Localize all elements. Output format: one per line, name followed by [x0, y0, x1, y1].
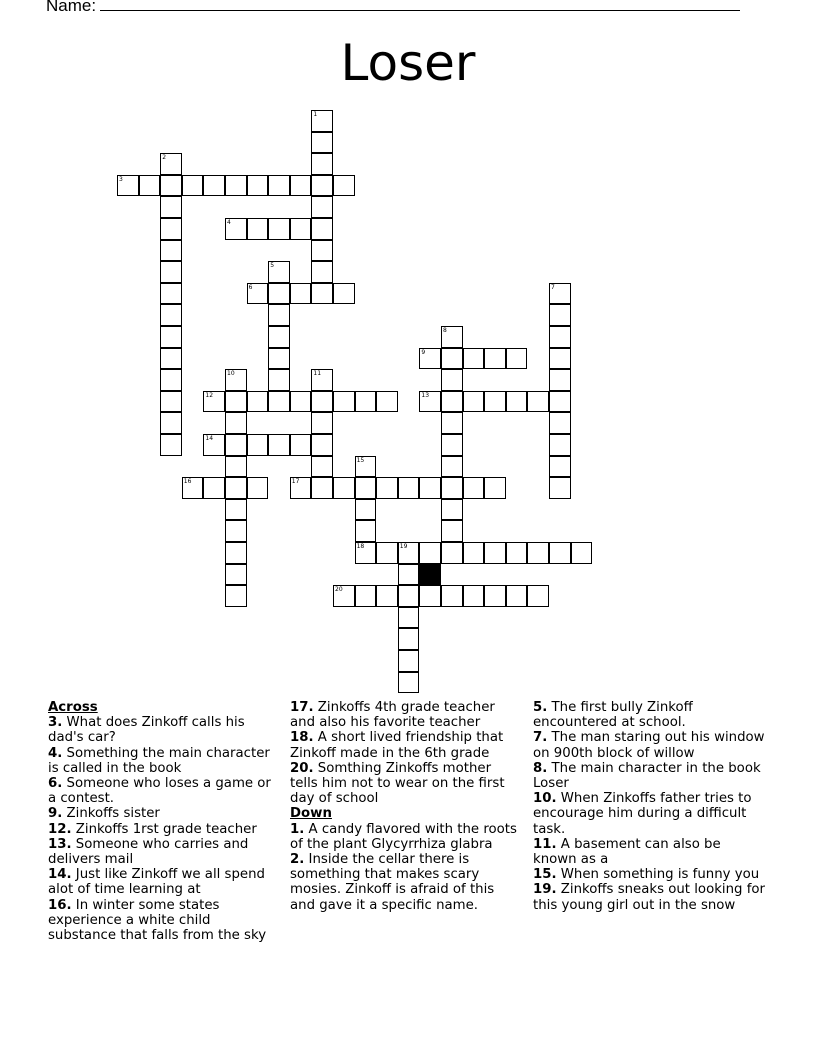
grid-cell[interactable]	[549, 434, 571, 456]
grid-cell[interactable]	[527, 391, 549, 413]
grid-cell[interactable]	[139, 175, 161, 197]
grid-cell[interactable]	[268, 218, 290, 240]
cell-number: 13	[421, 391, 430, 399]
grid-cell[interactable]	[225, 564, 247, 586]
grid-cell[interactable]	[268, 261, 290, 283]
grid-cell[interactable]	[355, 520, 377, 542]
grid-cell[interactable]	[160, 240, 182, 262]
grid-cell[interactable]	[376, 477, 398, 499]
grid-cell[interactable]	[376, 585, 398, 607]
grid-cell[interactable]	[203, 391, 225, 413]
grid-cell[interactable]	[398, 542, 420, 564]
down-clue	[533, 791, 765, 837]
grid-cell[interactable]	[419, 391, 441, 413]
grid-cell[interactable]	[160, 304, 182, 326]
grid-cell[interactable]	[247, 283, 269, 305]
down-clue	[533, 700, 765, 730]
cell-number: 6	[248, 283, 253, 291]
grid-cell[interactable]	[398, 477, 420, 499]
grid-cell[interactable]	[355, 585, 377, 607]
clue-text: Just like Zinkoff we all spend alot of time learning at	[48, 867, 265, 898]
cell-number: 12	[205, 391, 214, 399]
grid-cell[interactable]	[225, 218, 247, 240]
grid-cell[interactable]	[311, 412, 333, 434]
grid-cell[interactable]	[506, 542, 528, 564]
grid-cell[interactable]	[355, 456, 377, 478]
cell-number: 4	[227, 219, 231, 226]
clue-column-3	[533, 700, 765, 913]
grid-cell[interactable]	[311, 456, 333, 478]
across-clue	[48, 806, 278, 821]
grid-cell[interactable]	[506, 585, 528, 607]
grid-cell[interactable]	[203, 434, 225, 456]
grid-cell[interactable]	[160, 369, 182, 391]
clue-number: 19.	[533, 882, 557, 898]
grid-cell[interactable]	[549, 369, 571, 391]
grid-cell[interactable]	[441, 542, 463, 564]
grid-cell[interactable]	[268, 304, 290, 326]
grid-cell[interactable]	[182, 175, 204, 197]
clue-text: Zinkoffs sister	[62, 806, 160, 822]
cell-number: 9	[421, 348, 426, 356]
clue-text: Zinkoffs 1rst grade teacher	[71, 821, 257, 837]
across-clue	[48, 867, 278, 897]
cell-number: 8	[443, 327, 447, 334]
cell-number: 20	[335, 586, 343, 594]
grid-cell[interactable]	[311, 283, 333, 305]
grid-cell[interactable]	[398, 564, 420, 586]
grid-cell[interactable]	[441, 520, 463, 542]
cell-number: 3	[119, 175, 123, 183]
clue-number: 20.	[290, 760, 314, 776]
grid-cell[interactable]	[247, 391, 269, 413]
grid-cell[interactable]	[311, 477, 333, 499]
grid-cell[interactable]	[247, 434, 269, 456]
grid-cell[interactable]	[225, 434, 247, 456]
across-clue	[290, 761, 520, 807]
grid-cell[interactable]	[355, 542, 377, 564]
grid-cell[interactable]	[441, 391, 463, 413]
grid-cell[interactable]	[203, 175, 225, 197]
clue-text: A basement can also be known as a	[533, 836, 721, 868]
grid-cell[interactable]	[225, 369, 247, 391]
grid-cell[interactable]	[311, 110, 333, 132]
down-clue	[533, 761, 765, 791]
grid-cell[interactable]	[311, 132, 333, 154]
grid-cell[interactable]	[484, 542, 506, 564]
grid-cell[interactable]	[160, 196, 182, 218]
grid-cell[interactable]	[506, 348, 528, 370]
grid-cell[interactable]	[290, 283, 312, 305]
grid-cell[interactable]	[290, 218, 312, 240]
grid-cell[interactable]	[398, 585, 420, 607]
grid-cell[interactable]	[441, 348, 463, 370]
grid-cell[interactable]	[333, 585, 355, 607]
grid-cell[interactable]	[571, 542, 593, 564]
clue-number: 10.	[533, 791, 557, 807]
grid-cell[interactable]	[268, 175, 290, 197]
grid-cell[interactable]	[311, 240, 333, 262]
black-cell	[419, 564, 441, 586]
cell-number: 19	[399, 543, 408, 550]
clue-text: The main character in the book Loser	[533, 760, 761, 792]
grid-cell[interactable]	[355, 477, 377, 499]
grid-cell[interactable]	[463, 348, 485, 370]
grid-cell[interactable]	[160, 391, 182, 413]
grid-cell[interactable]	[398, 650, 420, 672]
clue-number: 8.	[533, 760, 548, 776]
down-clue	[533, 882, 765, 912]
grid-cell[interactable]	[160, 218, 182, 240]
grid-cell[interactable]	[441, 369, 463, 391]
clue-number: 2.	[290, 852, 305, 868]
grid-cell[interactable]	[419, 348, 441, 370]
clue-text: The man staring out his window on 900th block of willow	[533, 730, 765, 761]
clue-number: 15.	[533, 867, 557, 883]
name-label: Name:	[46, 0, 97, 15]
grid-cell[interactable]	[225, 456, 247, 478]
grid-cell[interactable]	[225, 499, 247, 521]
grid-cell[interactable]	[160, 261, 182, 283]
clue-number: 4.	[48, 745, 63, 761]
page-title: Loser	[340, 34, 476, 92]
grid-cell[interactable]	[160, 326, 182, 348]
grid-cell[interactable]	[160, 153, 182, 175]
clue-number: 12.	[48, 821, 72, 837]
grid-cell[interactable]	[549, 391, 571, 413]
across-clue	[48, 776, 278, 806]
grid-cell[interactable]	[463, 585, 485, 607]
grid-cell[interactable]	[160, 434, 182, 456]
grid-cell[interactable]	[527, 542, 549, 564]
grid-cell[interactable]	[463, 391, 485, 413]
grid-cell[interactable]	[419, 477, 441, 499]
clue-text: Zinkoffs 4th grade teacher and also his favorite teacher	[290, 700, 495, 731]
grid-cell[interactable]	[268, 391, 290, 413]
across-clue	[290, 700, 520, 730]
cell-number: 10	[227, 370, 235, 378]
clue-text: When Zinkoffs father tries to encourage him during a difficult task.	[533, 791, 752, 837]
grid-cell[interactable]	[376, 542, 398, 564]
grid-cell[interactable]	[441, 585, 463, 607]
across-clue	[48, 898, 278, 944]
grid-cell[interactable]	[290, 391, 312, 413]
down-clue	[290, 852, 520, 913]
grid-cell[interactable]	[247, 175, 269, 197]
grid-cell[interactable]	[117, 175, 139, 197]
grid-cell[interactable]	[311, 153, 333, 175]
grid-cell[interactable]	[398, 607, 420, 629]
grid-cell[interactable]	[311, 175, 333, 197]
across-clue	[48, 715, 278, 745]
cell-number: 18	[356, 543, 365, 550]
cell-number: 2	[162, 154, 167, 162]
clue-column-1	[48, 700, 278, 943]
grid-cell[interactable]	[376, 391, 398, 413]
cell-number: 16	[183, 478, 192, 486]
grid-cell[interactable]	[225, 391, 247, 413]
grid-cell[interactable]	[549, 542, 571, 564]
grid-cell[interactable]	[290, 175, 312, 197]
across-clue	[48, 822, 278, 837]
grid-cell[interactable]	[398, 628, 420, 650]
grid-cell[interactable]	[549, 283, 571, 305]
grid-cell[interactable]	[398, 672, 420, 694]
grid-cell[interactable]	[311, 196, 333, 218]
grid-cell[interactable]	[160, 283, 182, 305]
clue-text: A candy flavored with the roots of the plant Glycyrrhiza glabra	[290, 821, 517, 852]
grid-cell[interactable]	[225, 175, 247, 197]
grid-cell[interactable]	[527, 585, 549, 607]
grid-cell[interactable]	[311, 369, 333, 391]
grid-cell[interactable]	[463, 542, 485, 564]
grid-cell[interactable]	[463, 477, 485, 499]
grid-cell[interactable]	[225, 542, 247, 564]
grid-cell[interactable]	[355, 391, 377, 413]
grid-cell[interactable]	[247, 477, 269, 499]
clue-text: A short lived friendship that Zinkoff made in the 6th grade	[290, 730, 504, 761]
grid-cell[interactable]	[549, 477, 571, 499]
clue-number: 5.	[533, 700, 548, 715]
cell-number: 7	[551, 283, 555, 291]
grid-cell[interactable]	[441, 434, 463, 456]
grid-cell[interactable]	[484, 391, 506, 413]
grid-cell[interactable]	[419, 585, 441, 607]
clue-number: 17.	[290, 700, 314, 715]
cell-number: 11	[313, 370, 322, 378]
clue-column-2	[290, 700, 520, 913]
clue-number: 9.	[48, 806, 63, 822]
grid-cell[interactable]	[268, 326, 290, 348]
grid-cell[interactable]	[225, 585, 247, 607]
grid-cell[interactable]	[311, 218, 333, 240]
grid-cell[interactable]	[247, 218, 269, 240]
grid-cell[interactable]	[333, 391, 355, 413]
grid-cell[interactable]	[441, 477, 463, 499]
clue-number: 1.	[290, 821, 305, 837]
grid-cell[interactable]	[225, 520, 247, 542]
grid-cell[interactable]	[333, 477, 355, 499]
grid-cell[interactable]	[441, 456, 463, 478]
grid-cell[interactable]	[549, 412, 571, 434]
grid-cell[interactable]	[203, 477, 225, 499]
cell-number: 14	[205, 435, 214, 442]
grid-cell[interactable]	[268, 369, 290, 391]
grid-cell[interactable]	[182, 477, 204, 499]
clue-number: 6.	[48, 776, 63, 792]
grid-cell[interactable]	[549, 348, 571, 370]
grid-cell[interactable]	[333, 175, 355, 197]
grid-cell[interactable]	[484, 585, 506, 607]
grid-cell[interactable]	[484, 348, 506, 370]
grid-cell[interactable]	[549, 326, 571, 348]
grid-cell[interactable]	[160, 175, 182, 197]
down-clue	[533, 867, 765, 882]
clue-text: When something is funny you	[556, 867, 760, 883]
down-heading: Down	[290, 806, 332, 822]
grid-cell[interactable]	[484, 477, 506, 499]
grid-cell[interactable]	[268, 283, 290, 305]
clue-number: 16.	[48, 897, 72, 913]
grid-cell[interactable]	[441, 499, 463, 521]
cell-number: 15	[356, 456, 365, 464]
grid-cell[interactable]	[268, 348, 290, 370]
across-clue	[48, 746, 278, 776]
grid-cell[interactable]	[160, 348, 182, 370]
grid-cell[interactable]	[333, 283, 355, 305]
grid-cell[interactable]	[225, 412, 247, 434]
down-clue	[290, 822, 520, 852]
grid-cell[interactable]	[506, 391, 528, 413]
cell-number: 1	[313, 111, 318, 118]
grid-cell[interactable]	[355, 499, 377, 521]
clue-number: 13.	[48, 836, 72, 852]
down-clue	[533, 837, 765, 867]
grid-cell[interactable]	[160, 412, 182, 434]
clue-text: Someone who loses a game or a contest.	[48, 776, 271, 807]
clue-number: 14.	[48, 867, 72, 883]
clue-text: Somthing Zinkoffs mother tells him not to wear on the first day of school	[290, 760, 505, 807]
grid-cell[interactable]	[311, 391, 333, 413]
grid-cell[interactable]	[419, 542, 441, 564]
clue-text: Zinkoffs sneaks out looking for this young girl out in the snow	[533, 882, 765, 913]
grid-cell[interactable]	[549, 456, 571, 478]
clue-text: Inside the cellar there is something that makes scary mosies. Zinkoff is afraid of this and gave it a specific name.	[290, 852, 495, 913]
down-clue	[533, 730, 765, 760]
clue-text: The first bully Zinkoff encountered at school.	[533, 700, 693, 731]
clue-number: 11.	[533, 836, 557, 852]
cell-number: 17	[291, 478, 300, 486]
grid-cell[interactable]	[268, 434, 290, 456]
clue-text: Something the main character is called in the book	[48, 745, 270, 776]
grid-cell[interactable]	[290, 477, 312, 499]
cell-number: 5	[270, 262, 275, 270]
grid-cell[interactable]	[311, 434, 333, 456]
grid-cell[interactable]	[441, 326, 463, 348]
across-clue	[48, 837, 278, 867]
grid-cell[interactable]	[225, 477, 247, 499]
clue-text: What does Zinkoff calls his dad's car?	[48, 715, 245, 746]
grid-cell[interactable]	[311, 261, 333, 283]
grid-cell[interactable]	[441, 412, 463, 434]
clue-text: Someone who carries and delivers mail	[48, 836, 249, 868]
clue-number: 7.	[533, 730, 548, 746]
clue-text: In winter some states experience a white child substance that falls from the sky	[48, 897, 267, 944]
across-clue	[290, 730, 520, 760]
clue-number: 3.	[48, 715, 63, 731]
grid-cell[interactable]	[290, 434, 312, 456]
across-heading: Across	[48, 700, 98, 715]
grid-cell[interactable]	[549, 304, 571, 326]
clue-number: 18.	[290, 730, 314, 746]
